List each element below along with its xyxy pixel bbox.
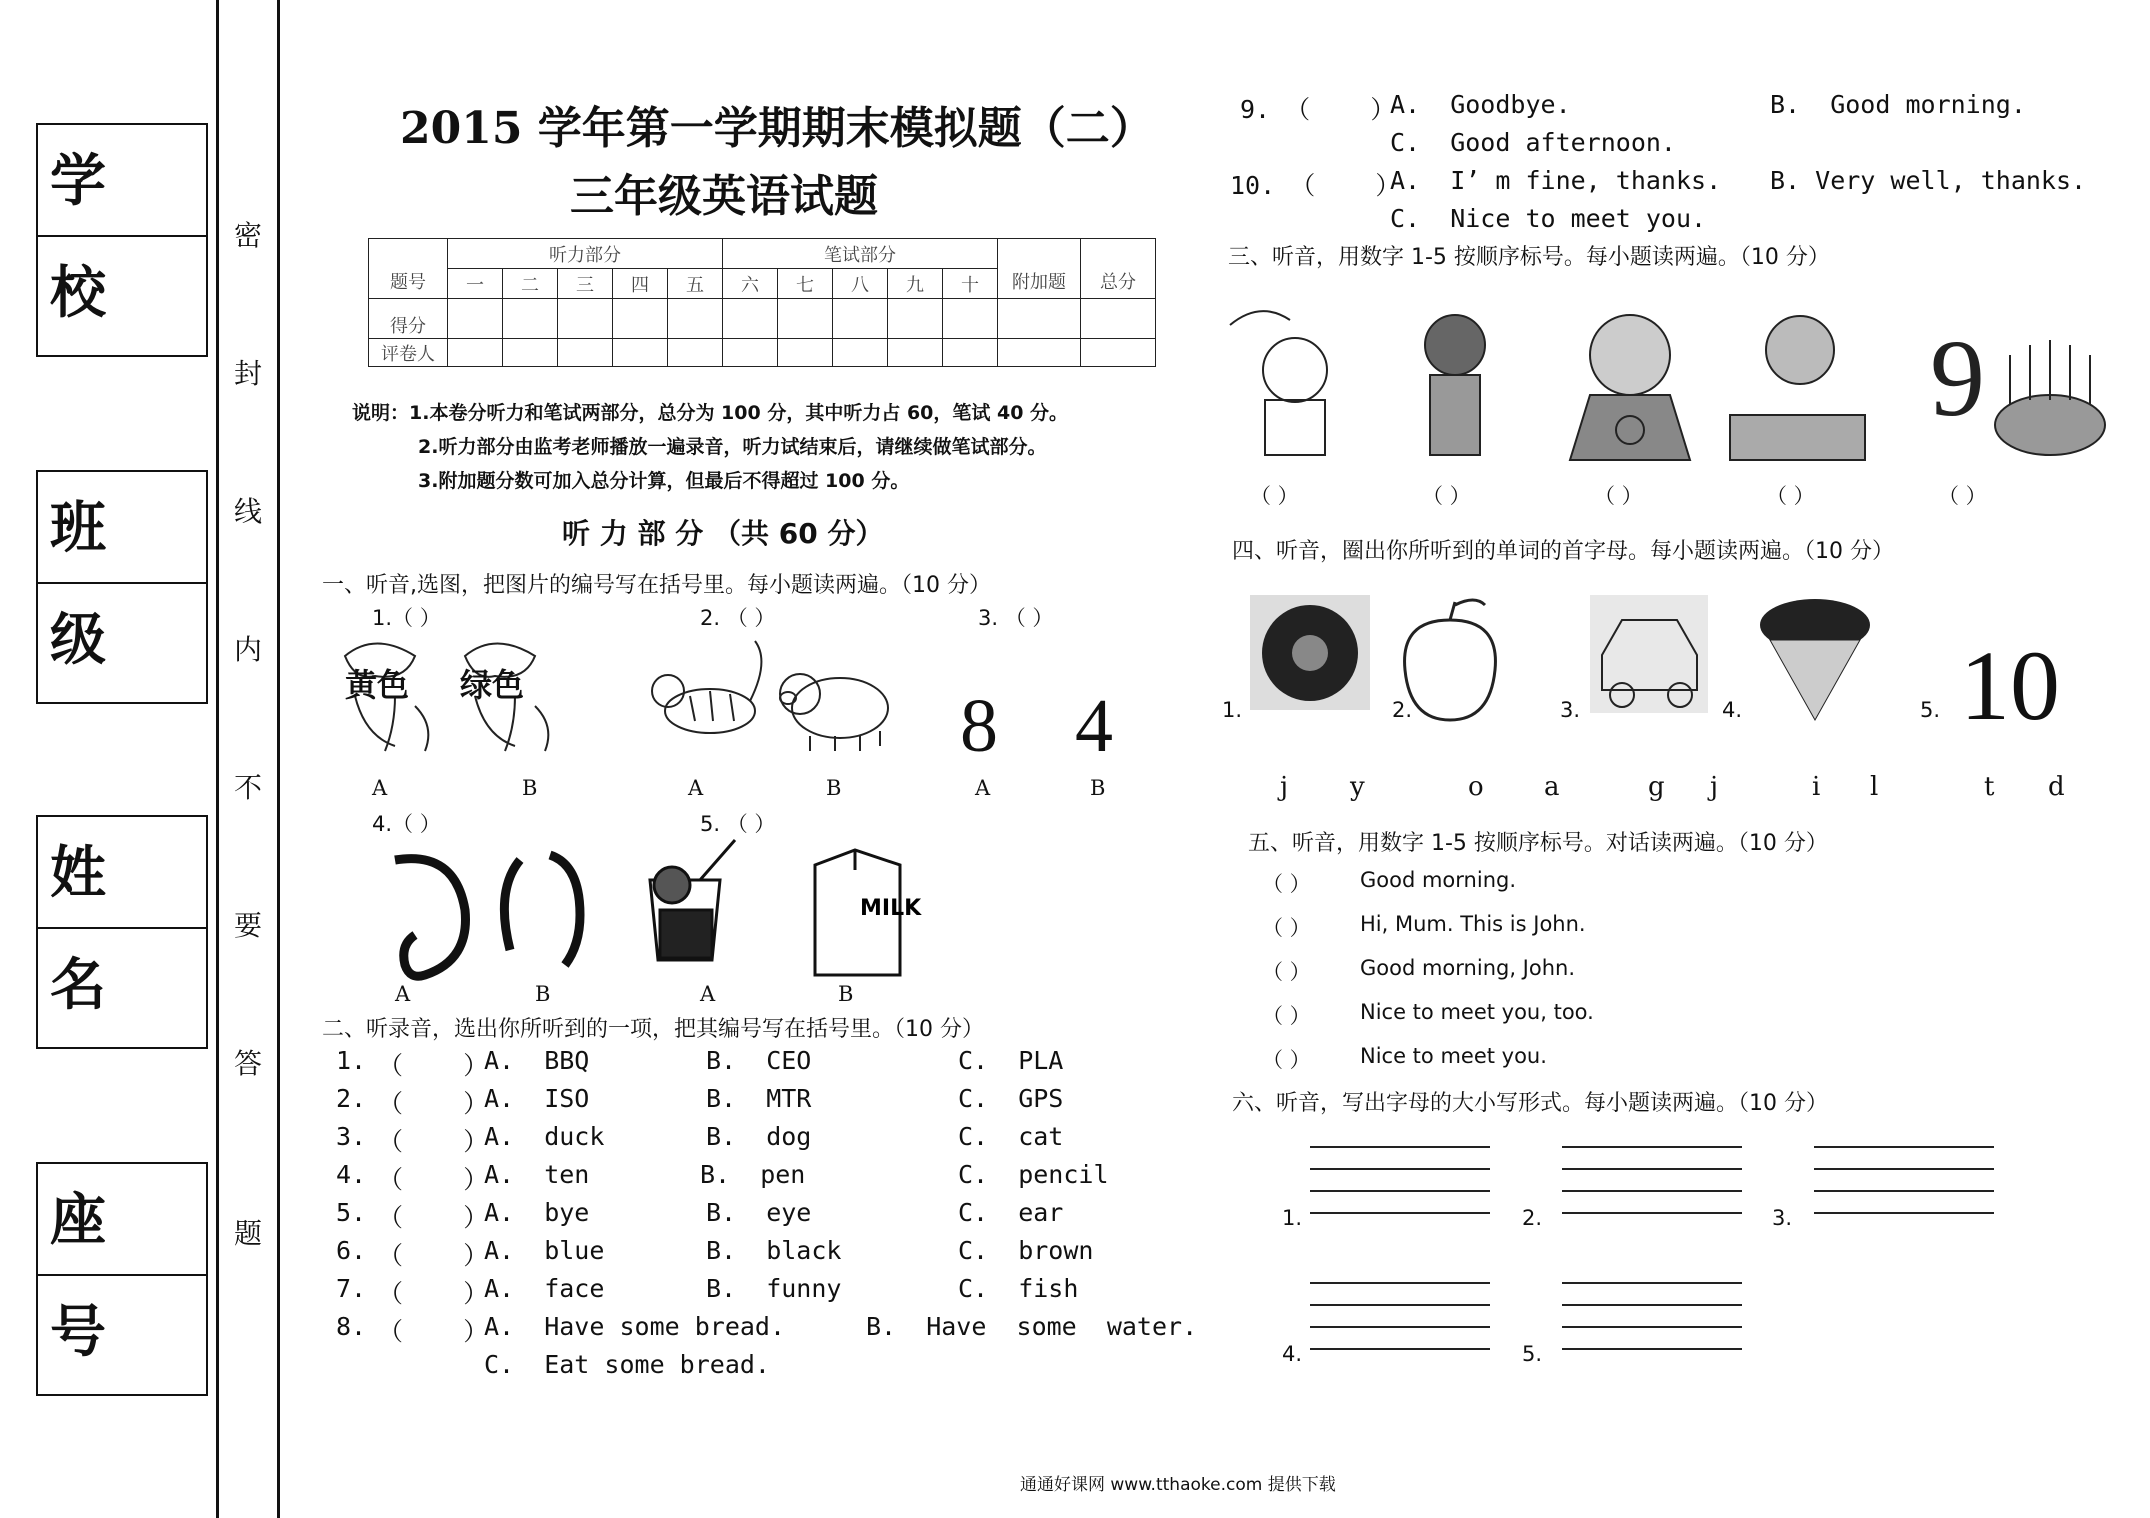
writing-line[interactable] — [1562, 1146, 1742, 1148]
s1-label-a: A — [700, 982, 716, 1006]
col-7: 七 — [778, 269, 833, 299]
s2-q9-a: A. Goodbye. — [1390, 90, 1571, 119]
col-1: 一 — [448, 269, 503, 299]
s2-option-b: B. Have some water. — [866, 1312, 1198, 1341]
s4-num: 1. — [1222, 698, 1243, 722]
s1-label-b: B — [826, 776, 842, 800]
grader-cell[interactable] — [448, 339, 503, 367]
s2-num: 1. — [336, 1046, 367, 1075]
ear-icons — [335, 840, 615, 980]
s2-q10-b: B. Very well, thanks. — [1770, 166, 2087, 195]
writing-line[interactable] — [1562, 1190, 1742, 1192]
seal-char: 密 — [234, 219, 263, 252]
grader-cell[interactable] — [558, 339, 613, 367]
name-box — [36, 815, 208, 1049]
seal-char: 封 — [234, 357, 263, 390]
score-cell[interactable] — [998, 299, 1081, 339]
s2-num: 4. — [336, 1160, 367, 1189]
writing-line[interactable] — [1814, 1168, 1994, 1170]
s2-option-b: B. pen — [700, 1160, 806, 1189]
score-table — [368, 238, 1156, 367]
s2-num: 7. — [336, 1274, 367, 1303]
seal-char: 要 — [234, 909, 263, 942]
grader-cell[interactable] — [833, 339, 888, 367]
s2-option-a: A. blue — [484, 1236, 605, 1265]
s4-letter[interactable]: d — [2048, 772, 2065, 802]
s3-blank[interactable]: （ ） — [1938, 484, 1987, 508]
qnum-header: 题号 — [369, 239, 448, 299]
seal-char: 答 — [234, 1047, 263, 1080]
listening-header: 听力部分 — [448, 239, 723, 269]
footer-credit: 通通好课网 www.tthaoke.com 提供下载 — [1020, 1475, 1336, 1495]
s1-item-3: 3. （ ） — [978, 606, 1054, 630]
note-3: 3.附加题分数可加入总分计算，但最后不得超过 100 分。 — [418, 470, 910, 492]
s2-option-b: B. funny — [706, 1274, 842, 1303]
section2-title: 二、听录音，选出你所听到的一项，把其编号写在括号里。（10 分） — [322, 1017, 984, 1042]
section1-title: 一、听音,选图，把图片的编号写在括号里。每小题读两遍。（10 分） — [322, 573, 991, 598]
listening-section-header: 听 力 部 分 （共 60 分） — [562, 517, 884, 550]
s2-num: 6. — [336, 1236, 367, 1265]
s6-num: 1. — [1282, 1206, 1303, 1230]
s4-letter[interactable]: a — [1544, 772, 1560, 802]
s2-answer-blank[interactable]: （ ） — [378, 1165, 489, 1194]
s2-answer-blank[interactable]: （ ） — [378, 1317, 489, 1346]
s2-num: 2. — [336, 1084, 367, 1113]
writing-line[interactable] — [1310, 1348, 1490, 1350]
extra-header: 附加题 — [998, 239, 1081, 299]
class-box — [36, 470, 208, 704]
s2-option-a: A. duck — [484, 1122, 605, 1151]
col-4: 四 — [613, 269, 668, 299]
s2-option-c: C. cat — [958, 1122, 1064, 1151]
school-label: 学 校 — [38, 125, 206, 237]
s5-blank[interactable]: （ ） — [1262, 960, 1311, 984]
s2-option-c: C. ear — [958, 1198, 1064, 1227]
grader-cell[interactable] — [998, 339, 1081, 367]
writing-line[interactable] — [1310, 1304, 1490, 1306]
s1-label-a: A — [372, 776, 388, 800]
grader-cell[interactable] — [888, 339, 943, 367]
school-box — [36, 123, 208, 357]
s6-num: 5. — [1522, 1342, 1543, 1366]
col-10: 十 — [943, 269, 998, 299]
col-8: 八 — [833, 269, 888, 299]
s2-option-a: A. ten — [484, 1160, 590, 1189]
s2-q9-b: B. Good morning. — [1770, 90, 2026, 119]
s2-option-a: A. bye — [484, 1198, 590, 1227]
s1-label-b: B — [535, 982, 551, 1006]
s2-option-b: B. black — [706, 1236, 842, 1265]
s4-num: 2. — [1392, 698, 1413, 722]
s2-q10-c: C. Nice to meet you. — [1390, 204, 1707, 233]
s2-num: 5. — [336, 1198, 367, 1227]
digit-b: 4 — [1075, 684, 1113, 768]
s2-answer-blank[interactable]: （ ） — [378, 1241, 489, 1270]
s1-label-a: A — [395, 982, 411, 1006]
s5-blank[interactable]: （ ） — [1262, 916, 1311, 940]
s5-line: Hi, Mum. This is John. — [1360, 912, 1586, 936]
section5-title: 五、听音，用数字 1-5 按顺序标号。对话读两遍。（10 分） — [1248, 831, 1828, 856]
s1-item-5: 5. （ ） — [700, 812, 776, 836]
s2-answer-blank[interactable]: （ ） — [378, 1089, 489, 1118]
s5-line: Good morning, John. — [1360, 956, 1576, 980]
s2-q9-num[interactable]: 9. （ ） — [1240, 95, 1396, 124]
s2-answer-blank[interactable]: （ ） — [378, 1127, 489, 1156]
s1-item-4: 4.（ ） — [372, 812, 441, 836]
score-cell[interactable] — [503, 299, 558, 339]
col-3: 三 — [558, 269, 613, 299]
score-cell[interactable] — [723, 299, 778, 339]
grader-cell[interactable] — [503, 339, 558, 367]
s1-item-1: 1.（ ） — [372, 606, 441, 630]
word-green: 绿色 — [460, 666, 525, 704]
writing-line[interactable] — [1562, 1168, 1742, 1170]
col-9: 九 — [888, 269, 943, 299]
writing-line[interactable] — [1310, 1282, 1490, 1284]
s3-blank[interactable]: （ ） — [1422, 484, 1471, 508]
writing-line[interactable] — [1814, 1212, 1994, 1214]
writing-line[interactable] — [1310, 1190, 1490, 1192]
s4-letter[interactable]: j — [1710, 772, 1719, 802]
s5-blank[interactable]: （ ） — [1262, 1048, 1311, 1072]
s2-option-a: A. Have some bread. — [484, 1312, 786, 1341]
score-cell[interactable] — [558, 299, 613, 339]
section3-pictures — [1210, 285, 2120, 465]
number-ten: 10 — [1960, 630, 2060, 741]
s5-blank[interactable]: （ ） — [1262, 1004, 1311, 1028]
note-2: 2.听力部分由监考老师播放一遍录音，听力试结束后，请继续做笔试部分。 — [418, 436, 1047, 458]
s2-option-b: B. CEO — [706, 1046, 812, 1075]
s5-line: Nice to meet you. — [1360, 1044, 1547, 1068]
s6-num: 3. — [1772, 1206, 1793, 1230]
s2-answer-blank[interactable]: （ ） — [378, 1051, 489, 1080]
score-cell[interactable] — [1081, 299, 1156, 339]
s6-num: 2. — [1522, 1206, 1543, 1230]
s1-label-a: A — [688, 776, 704, 800]
s2-option-c: C. PLA — [958, 1046, 1064, 1075]
grader-cell[interactable] — [668, 339, 723, 367]
seal-char: 题 — [234, 1217, 263, 1250]
grader-cell[interactable] — [723, 339, 778, 367]
binding-line-right — [277, 0, 280, 1518]
section6-title: 六、听音，写出字母的大小写形式。每小题读两遍。（10 分） — [1232, 1091, 1828, 1116]
s2-answer-blank[interactable]: （ ） — [378, 1279, 489, 1308]
s2-q10-num[interactable]: 10. （ ） — [1230, 171, 1401, 200]
section3-title: 三、听音，用数字 1-5 按顺序标号。每小题读两遍。（10 分） — [1228, 245, 1830, 270]
s5-line: Good morning. — [1360, 868, 1517, 892]
s2-num: 8. — [336, 1312, 367, 1341]
s2-option-c: C. Eat some bread. — [484, 1350, 770, 1379]
s6-num: 4. — [1282, 1342, 1303, 1366]
writing-line[interactable] — [1814, 1190, 1994, 1192]
s4-letter[interactable]: t — [1984, 772, 1995, 802]
section4-title: 四、听音，圈出你所听到的单词的首字母。每小题读两遍。（10 分） — [1232, 539, 1894, 564]
writing-line[interactable] — [1310, 1212, 1490, 1214]
s3-blank[interactable]: （ ） — [1766, 484, 1815, 508]
exam-title: 2015 学年第一学期期末模拟题（二） — [400, 103, 1154, 154]
score-cell[interactable] — [778, 299, 833, 339]
score-cell[interactable] — [833, 299, 888, 339]
s4-num: 3. — [1560, 698, 1581, 722]
s2-option-c: C. pencil — [958, 1160, 1109, 1189]
writing-line[interactable] — [1562, 1212, 1742, 1214]
score-cell[interactable] — [448, 299, 503, 339]
s4-num: 4. — [1722, 698, 1743, 722]
s2-option-a: A. ISO — [484, 1084, 590, 1113]
s2-option-a: A. BBQ — [484, 1046, 590, 1075]
score-cell[interactable] — [613, 299, 668, 339]
col-5: 五 — [668, 269, 723, 299]
s1-item-2: 2. （ ） — [700, 606, 776, 630]
section4-pictures — [1250, 595, 1920, 725]
writing-line[interactable] — [1562, 1304, 1742, 1306]
score-cell[interactable] — [888, 299, 943, 339]
s1-label-b: B — [1090, 776, 1106, 800]
s2-option-b: B. dog — [706, 1122, 812, 1151]
s5-line: Nice to meet you, too. — [1360, 1000, 1594, 1024]
score-cell[interactable] — [668, 299, 723, 339]
s1-label-a: A — [975, 776, 991, 800]
writing-line[interactable] — [1310, 1326, 1490, 1328]
score-cell[interactable] — [943, 299, 998, 339]
s4-num: 5. — [1920, 698, 1941, 722]
s2-answer-blank[interactable]: （ ） — [378, 1203, 489, 1232]
s2-option-a: A. face — [484, 1274, 605, 1303]
s4-letter[interactable]: y — [1350, 772, 1365, 802]
writing-line[interactable] — [1814, 1146, 1994, 1148]
s3-blank[interactable]: （ ） — [1250, 484, 1299, 508]
col-6: 六 — [723, 269, 778, 299]
grader-cell[interactable] — [943, 339, 998, 367]
writing-header: 笔试部分 — [723, 239, 998, 269]
s4-letter[interactable]: j — [1280, 772, 1289, 802]
s2-option-c: C. fish — [958, 1274, 1079, 1303]
svg-text:9: 9 — [1930, 317, 1985, 439]
s2-option-c: C. GPS — [958, 1084, 1064, 1113]
s2-q10-a: A. I’ m fine, thanks. — [1390, 166, 1722, 195]
total-header: 总分 — [1081, 239, 1156, 299]
s1-label-b: B — [522, 776, 538, 800]
class-label: 班 级 — [38, 472, 206, 584]
seal-char: 内 — [234, 633, 263, 666]
writing-line[interactable] — [1310, 1146, 1490, 1148]
word-yellow: 黄色 — [345, 666, 410, 704]
s1-label-b: B — [838, 982, 854, 1006]
s2-num: 3. — [336, 1122, 367, 1151]
grader-cell[interactable] — [778, 339, 833, 367]
writing-line[interactable] — [1562, 1348, 1742, 1350]
digit-a: 8 — [960, 684, 998, 768]
binding-line-left — [216, 0, 219, 1518]
note-1: 说明：1.本卷分听力和笔试两部分，总分为 100 分，其中听力占 60，笔试 40 分。 — [352, 402, 1069, 424]
seal-char: 线 — [234, 495, 263, 528]
s2-option-c: C. brown — [958, 1236, 1094, 1265]
writing-line[interactable] — [1310, 1168, 1490, 1170]
s4-letter[interactable]: g — [1648, 772, 1665, 802]
s5-blank[interactable]: （ ） — [1262, 872, 1311, 896]
exam-subtitle: 三年级英语试题 — [570, 171, 878, 222]
name-label: 姓 名 — [38, 817, 206, 929]
grader-row-label: 评卷人 — [369, 339, 448, 367]
s2-option-b: B. MTR — [706, 1084, 812, 1113]
seat-label: 座 号 — [38, 1164, 206, 1276]
s4-letter[interactable]: l — [1870, 772, 1879, 802]
col-2: 二 — [503, 269, 558, 299]
s2-q9-c: C. Good afternoon. — [1390, 128, 1676, 157]
seal-char: 不 — [234, 771, 263, 804]
grader-cell[interactable] — [613, 339, 668, 367]
s4-letter[interactable]: i — [1812, 772, 1821, 802]
s4-letter[interactable]: o — [1468, 772, 1484, 802]
juice-milk-icons — [650, 840, 922, 980]
tiger-pig-icons — [640, 636, 900, 756]
seat-box — [36, 1162, 208, 1396]
milk-label: MILK — [860, 896, 922, 921]
s2-option-b: B. eye — [706, 1198, 812, 1227]
writing-line[interactable] — [1562, 1326, 1742, 1328]
grader-cell[interactable] — [1081, 339, 1156, 367]
score-row-label: 得分 — [369, 299, 448, 339]
s3-blank[interactable]: （ ） — [1594, 484, 1643, 508]
writing-line[interactable] — [1562, 1282, 1742, 1284]
